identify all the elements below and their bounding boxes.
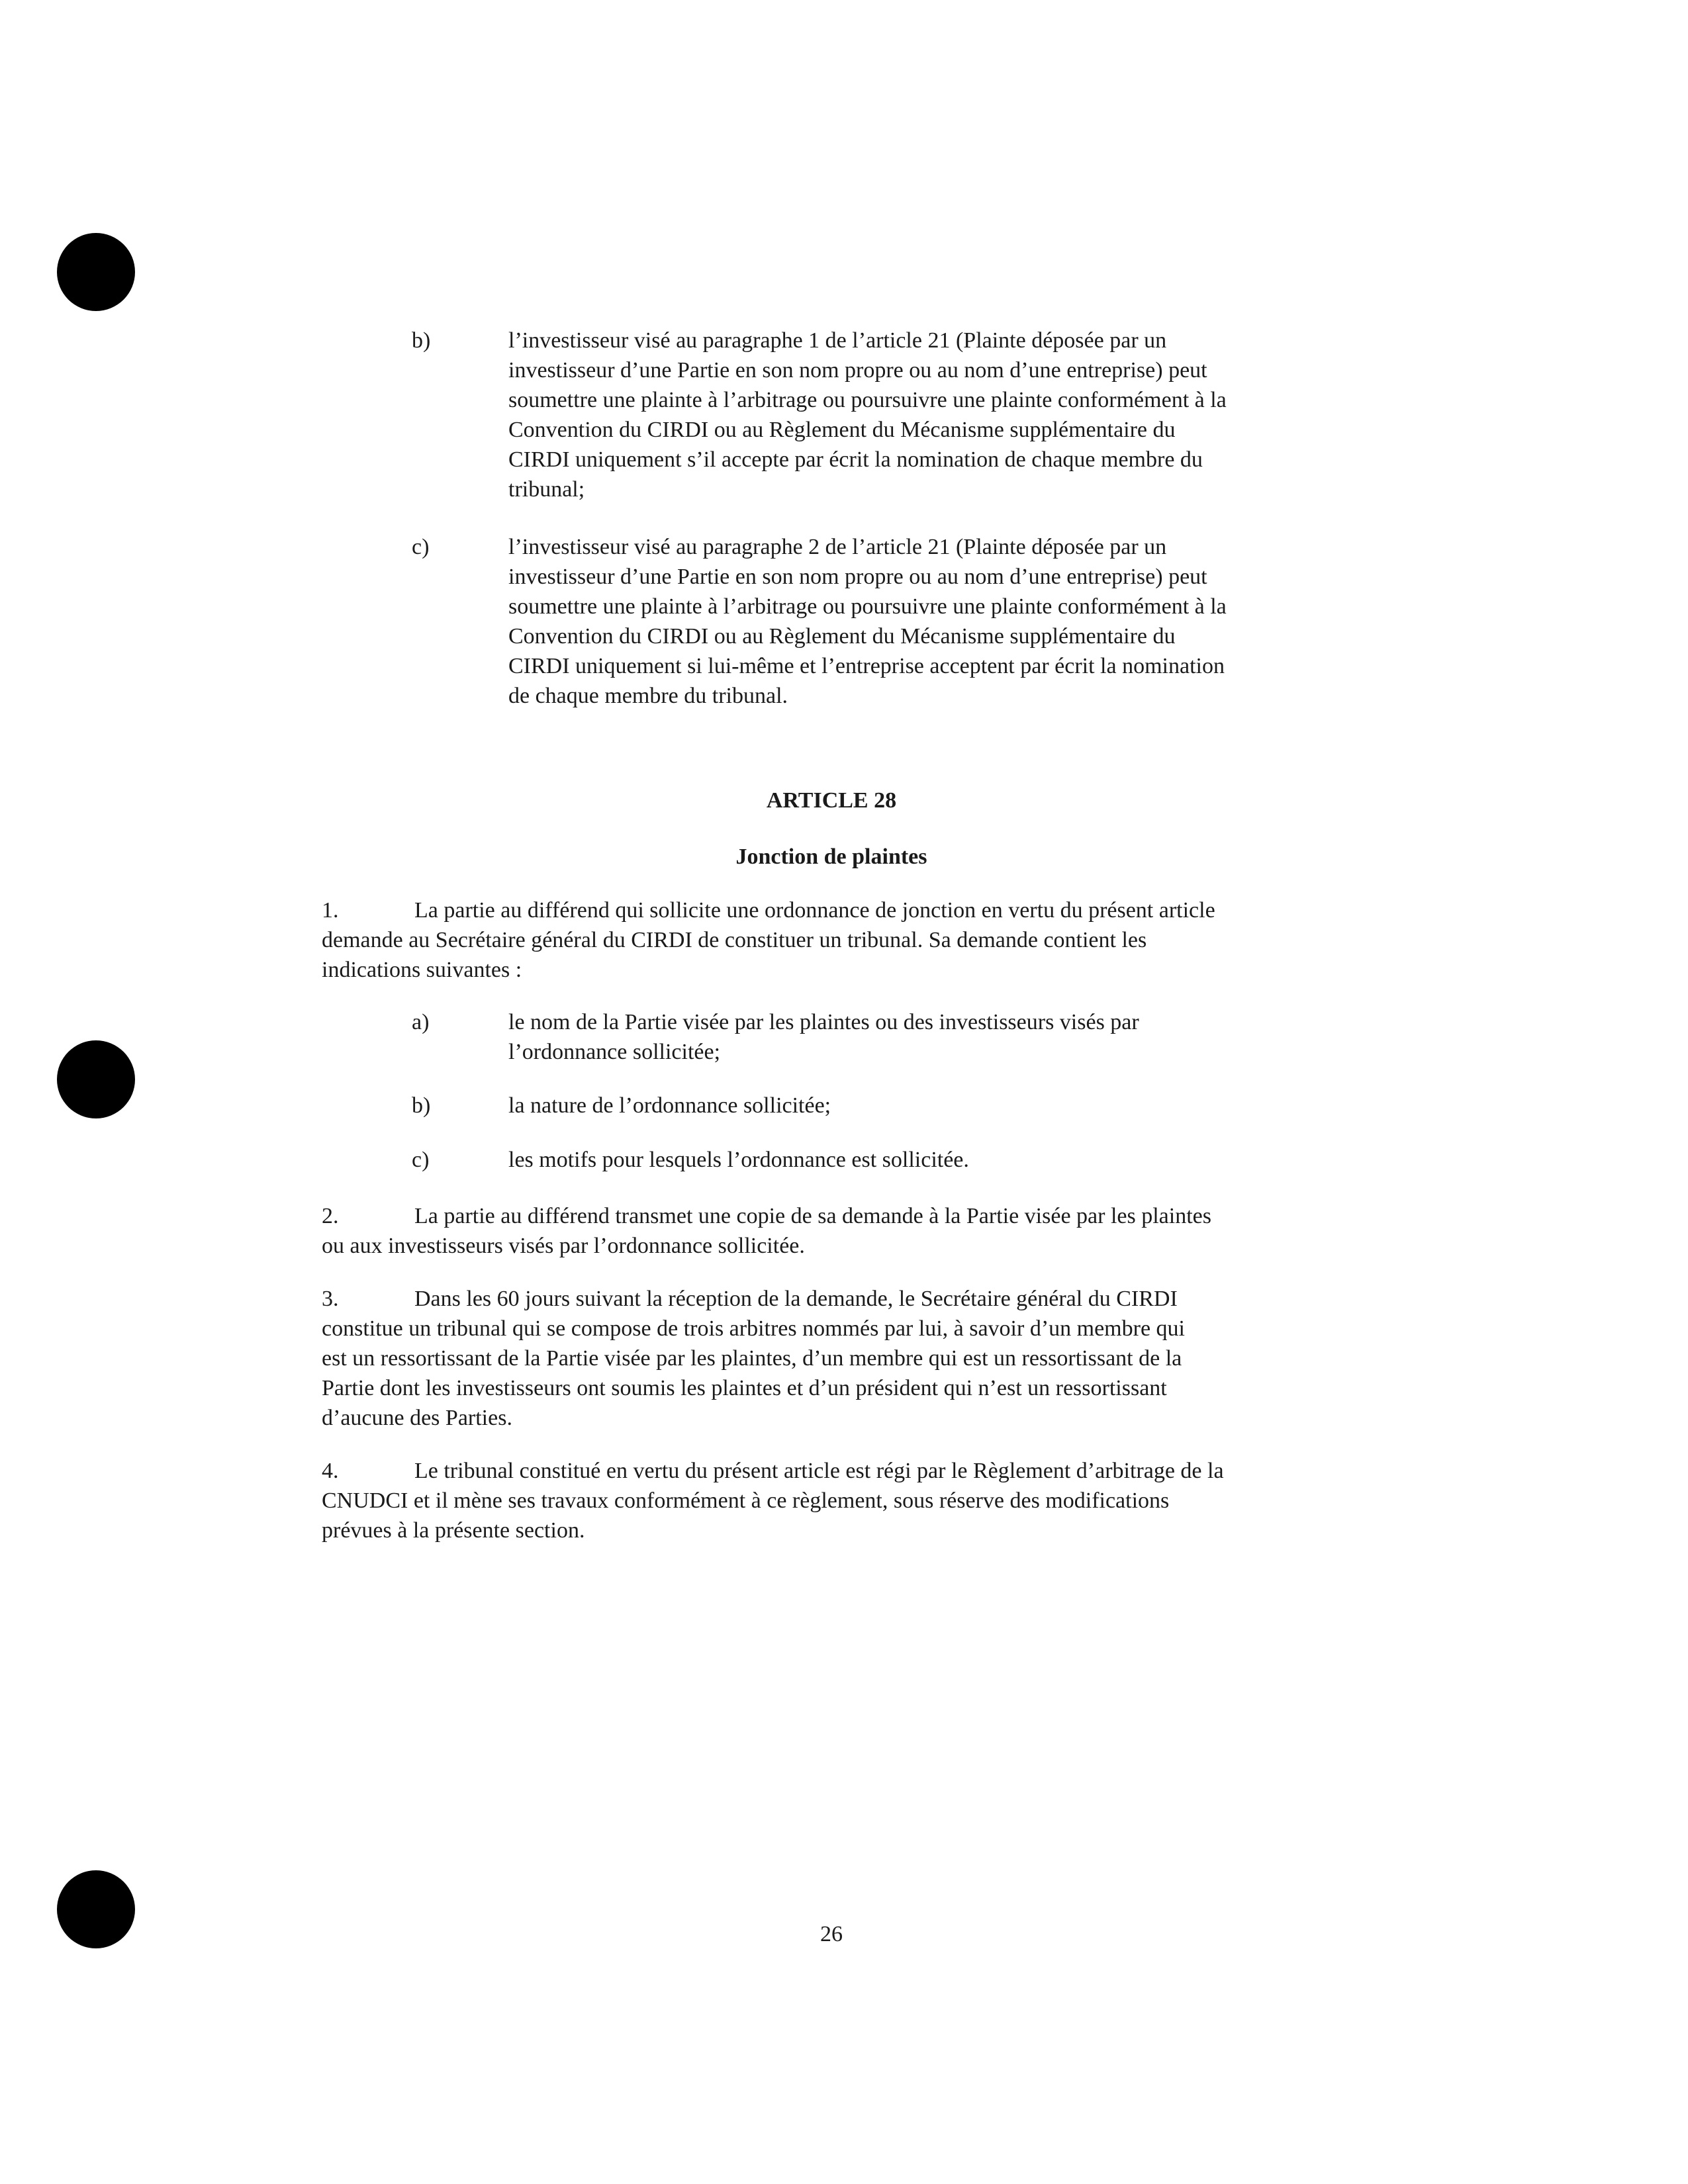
paragraph: [322, 1284, 1354, 1433]
list-item-text: [508, 1145, 1356, 1175]
text-line: la nature de l’ordonnance sollicitée;: [508, 1093, 831, 1118]
paragraph-number: 1.: [322, 898, 339, 923]
list-item-label: b): [412, 1093, 431, 1118]
list-item-text: [508, 326, 1356, 504]
text-line: soumettre une plainte à l’arbitrage ou poursuivre une plainte conformément à la: [508, 594, 1227, 619]
text-span: Dans les 60 jours suivant la réception de la demande, le Secrétaire général du CIRDI: [414, 1287, 1178, 1311]
text-line: les motifs pour lesquels l’ordonnance est sollicitée.: [508, 1148, 969, 1172]
text-line: prévues à la présente section.: [322, 1518, 585, 1543]
list-item-label: c): [412, 1148, 430, 1172]
text-line: [322, 1201, 1354, 1231]
text-line: tribunal;: [508, 477, 585, 502]
text-line: Convention du CIRDI ou au Règlement du Mécanisme supplémentaire du: [508, 624, 1176, 649]
text-line: constitue un tribunal qui se compose de trois arbitres nommés par lui, à savoir d’un membre qui: [322, 1316, 1185, 1341]
text-line: est un ressortissant de la Partie visée par les plaintes, d’un membre qui est un ressortissant de la: [322, 1346, 1182, 1371]
paragraph: [322, 895, 1354, 985]
list-item-label: c): [412, 535, 430, 559]
text-line: [322, 1284, 1354, 1314]
list-item-text: [508, 1091, 1356, 1120]
text-line: [322, 1456, 1354, 1486]
article-subtitle: Jonction de plaintes: [735, 844, 927, 869]
paragraph-number: 2.: [322, 1204, 339, 1228]
paragraph: [322, 1456, 1354, 1545]
list-item-text: [508, 532, 1356, 711]
text-span: Le tribunal constitué en vertu du présent article est régi par le Règlement d’arbitrage de la: [414, 1459, 1224, 1483]
page-number: 26: [820, 1922, 843, 1946]
text-line: d’aucune des Parties.: [322, 1406, 512, 1430]
text-line: ou aux investisseurs visés par l’ordonnance sollicitée.: [322, 1234, 805, 1258]
list-item-text: [508, 1007, 1356, 1067]
text-line: Partie dont les investisseurs ont soumis les plaintes et d’un président qui n’est un ressortissant: [322, 1376, 1167, 1400]
text-line: [322, 895, 1354, 925]
text-line: CIRDI uniquement s’il accepte par écrit la nomination de chaque membre du: [508, 447, 1203, 472]
paragraph: [322, 1201, 1354, 1261]
text-line: le nom de la Partie visée par les plaintes ou des investisseurs visés par: [508, 1010, 1139, 1034]
list-item-label: b): [412, 328, 431, 353]
text-line: l’ordonnance sollicitée;: [508, 1040, 721, 1064]
paragraph-number: 3.: [322, 1287, 339, 1311]
text-span: La partie au différend qui sollicite une ordonnance de jonction en vertu du présent article: [414, 898, 1215, 923]
text-line: de chaque membre du tribunal.: [508, 684, 788, 708]
article-title: ARTICLE 28: [766, 788, 897, 813]
text-line: CIRDI uniquement si lui-même et l’entreprise acceptent par écrit la nomination: [508, 654, 1225, 678]
paragraph-number: 4.: [322, 1459, 339, 1483]
text-line: Convention du CIRDI ou au Règlement du Mécanisme supplémentaire du: [508, 418, 1176, 442]
text-line: soumettre une plainte à l’arbitrage ou poursuivre une plainte conformément à la: [508, 388, 1227, 412]
text-line: CNUDCI et il mène ses travaux conformément à ce règlement, sous réserve des modifications: [322, 1488, 1170, 1513]
text-line: l’investisseur visé au paragraphe 1 de l’article 21 (Plainte déposée par un: [508, 328, 1167, 353]
text-line: investisseur d’une Partie en son nom propre ou au nom d’une entreprise) peut: [508, 358, 1207, 383]
text-span: La partie au différend transmet une copie de sa demande à la Partie visée par les plaintes: [414, 1204, 1211, 1228]
text-line: investisseur d’une Partie en son nom propre ou au nom d’une entreprise) peut: [508, 565, 1207, 589]
list-item-label: a): [412, 1010, 430, 1034]
text-line: indications suivantes :: [322, 958, 522, 982]
text-line: demande au Secrétaire général du CIRDI de constituer un tribunal. Sa demande contient les: [322, 928, 1147, 952]
text-line: l’investisseur visé au paragraphe 2 de l’article 21 (Plainte déposée par un: [508, 535, 1167, 559]
